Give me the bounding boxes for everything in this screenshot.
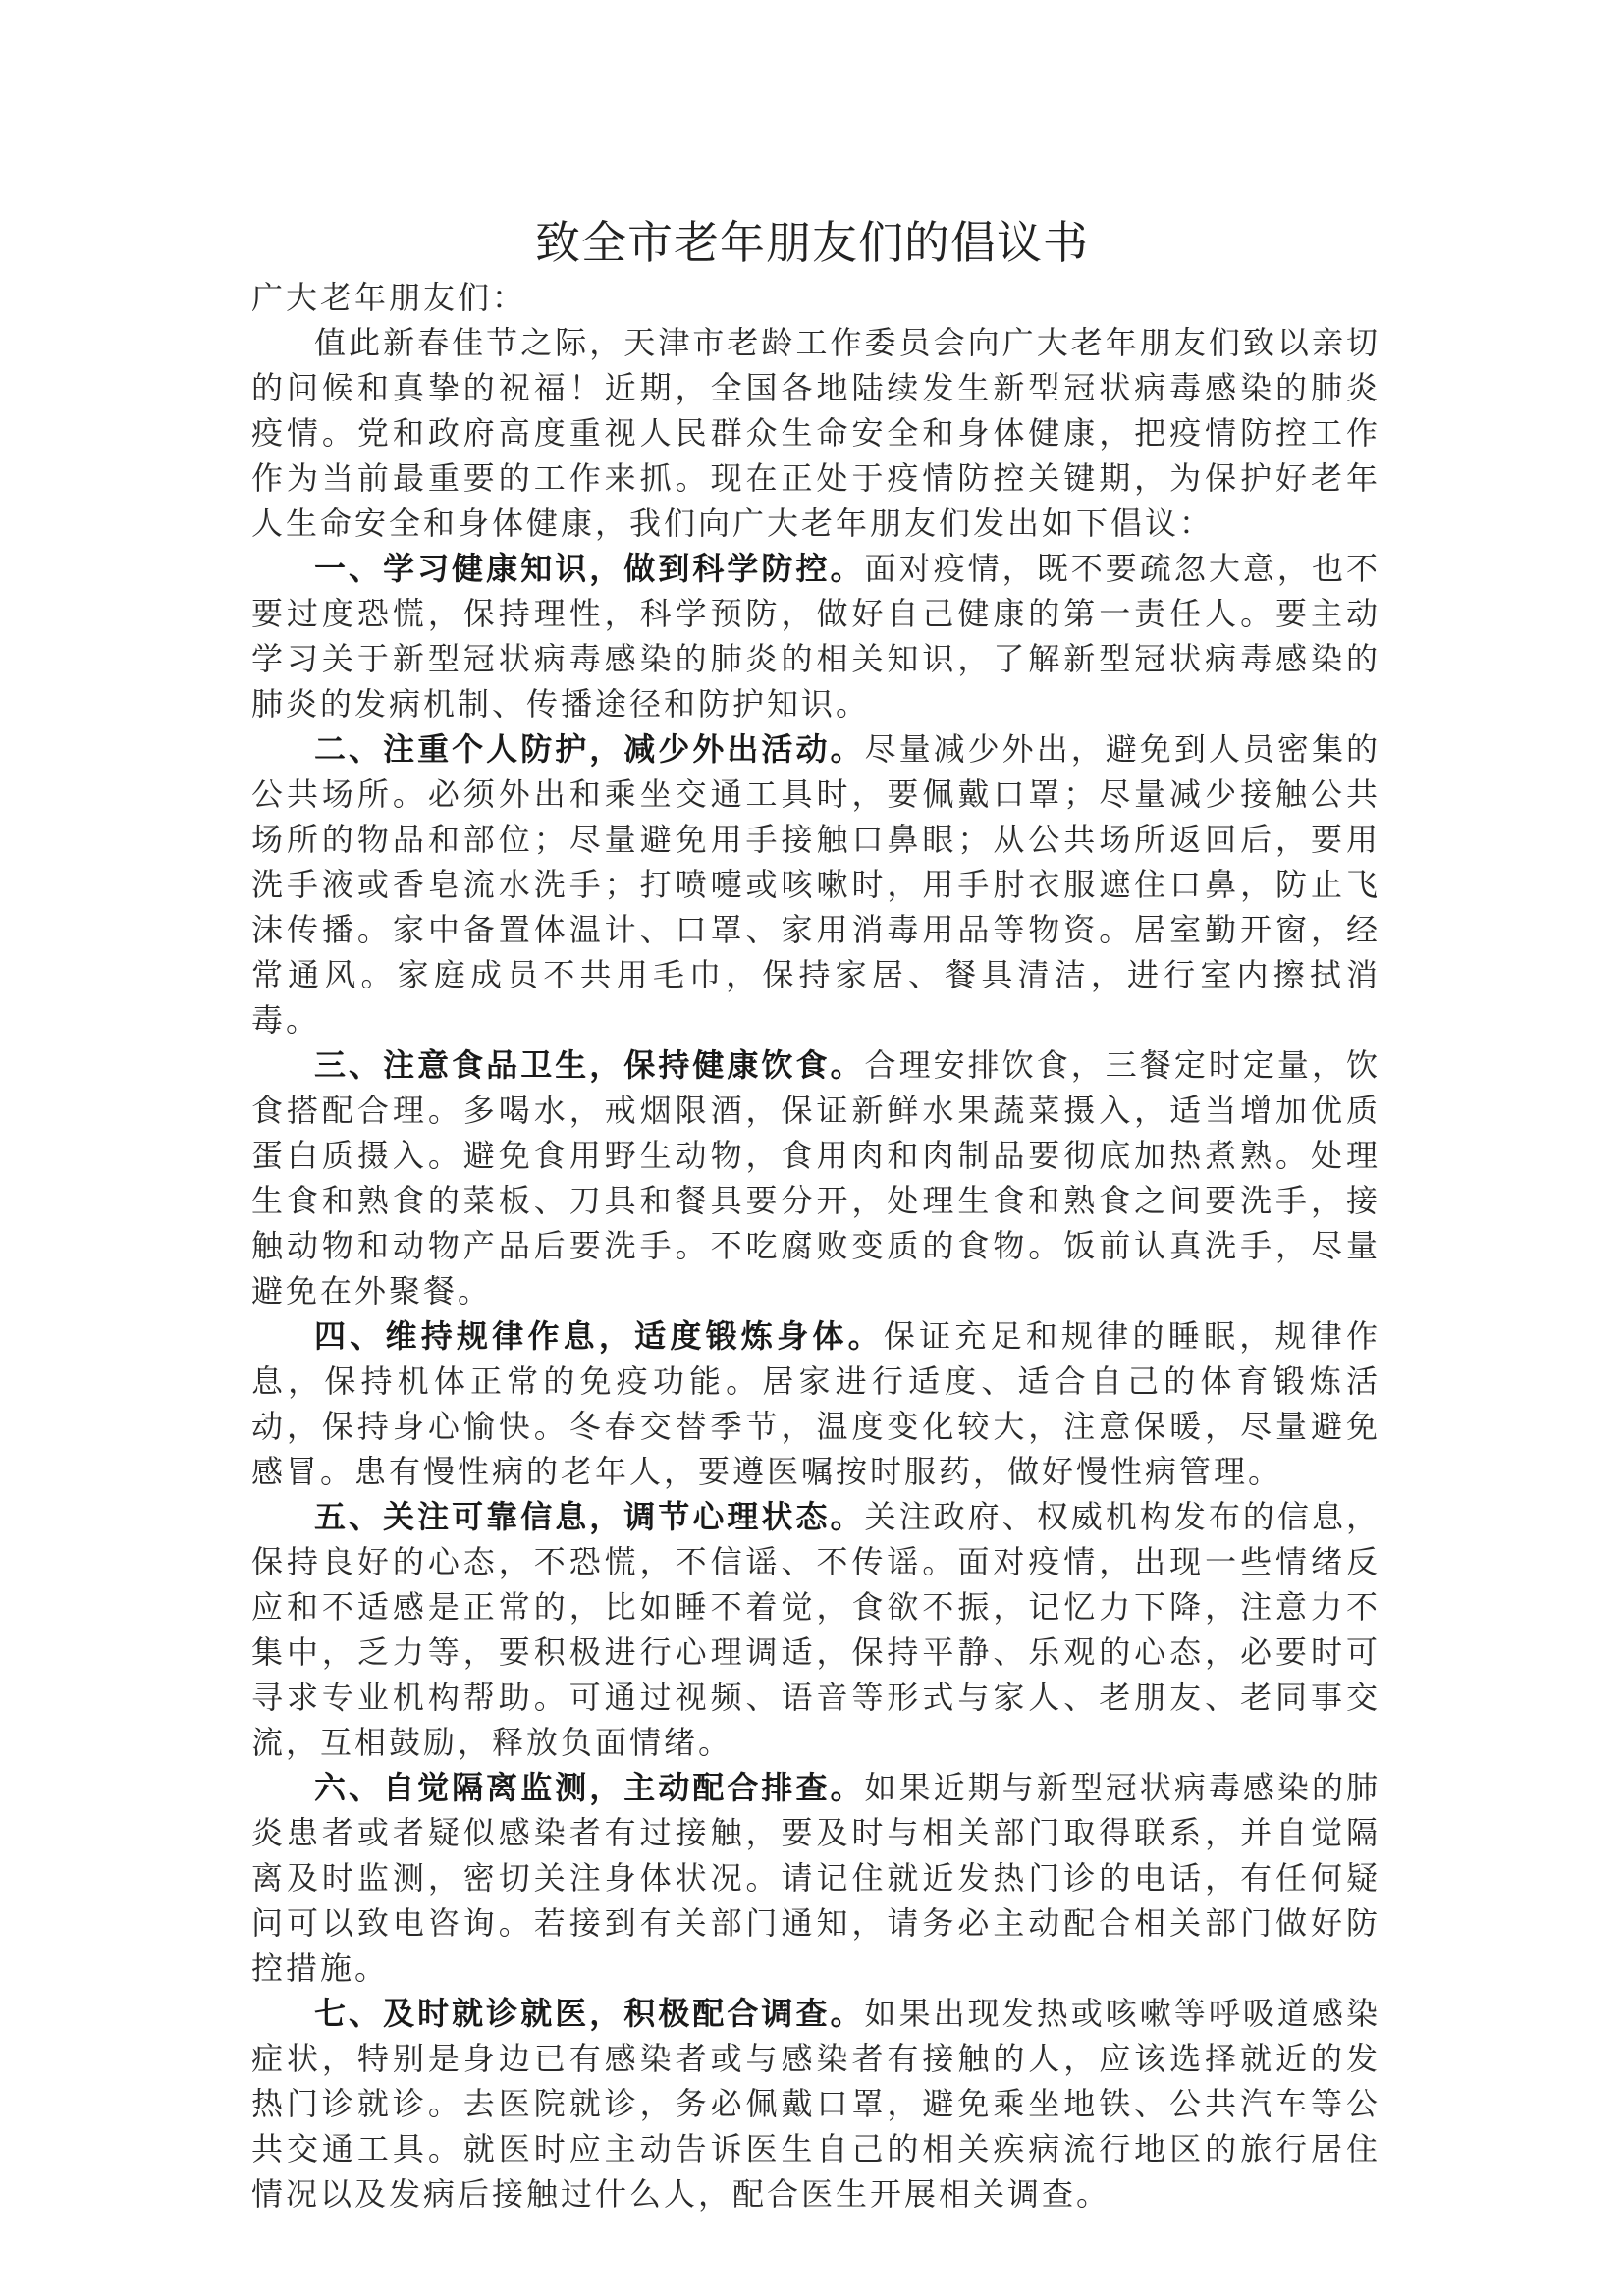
section-text: 关注政府、权威机构发布的信息，保持良好的心态，不恐慌，不信谣、不传谣。面对疫情，出现一些情绪反应和不适感是正常的，比如睡不着觉，食欲不振，记忆力下降，注意力不集中，乏力等，要积极进行心理调适，保持平静、乐观的心态，必要时可寻求专业机构帮助。可通过视频、语音等形式与家人、老朋友、老同事交流，互相鼓励，释放负面情绪。 <box>251 1498 1380 1761</box>
section-heading: 二、注重个人防护，减少外出活动。 <box>314 730 865 768</box>
section-text: 如果出现发热或咳嗽等呼吸道感染症状，特别是身边已有感染者或与感染者有接触的人，应该选择就近的发热门诊就诊。去医院就诊，务必佩戴口罩，避免乘坐地铁、公共汽车等公共交通工具。就医时应主动告诉医生自己的相关疾病流行地区的旅行居住情况以及发病后接触过什么人，配合医生开展相关调查。 <box>251 1995 1380 2213</box>
section-paragraph <box>251 1494 1380 1765</box>
section-paragraph <box>251 1991 1380 2216</box>
section-heading: 七、及时就诊就医，积极配合调查。 <box>314 1995 865 2032</box>
document-body <box>251 275 1380 2216</box>
intro-paragraph: 值此新春佳节之际，天津市老龄工作委员会向广大老年朋友们致以亲切的问候和真挚的祝福！近期，全国各地陆续发生新型冠状病毒感染的肺炎疫情。党和政府高度重视人民群众生命安全和身体健康，把疫情防控工作作为当前最重要的工作来抓。现在正处于疫情防控关键期，为保护好老年人生命安全和身体健康，我们向广大老年朋友们发出如下倡议： <box>251 324 1380 542</box>
section-heading: 四、维持规律作息，适度锻炼身体。 <box>314 1317 884 1355</box>
section-text: 尽量减少外出，避免到人员密集的公共场所。必须外出和乘坐交通工具时，要佩戴口罩；尽量减少接触公共场所的物品和部位；尽量避免用手接触口鼻眼；从公共场所返回后，要用洗手液或香皂流水洗手；打喷嚏或咳嗽时，用手肘衣服遮住口鼻，防止飞沫传播。家中备置体温计、口罩、家用消毒用品等物资。居室勤开窗，经常通风。家庭成员不共用毛巾，保持家居、餐具清洁，进行室内擦拭消毒。 <box>251 730 1380 1039</box>
section-heading: 五、关注可靠信息，调节心理状态。 <box>314 1498 865 1535</box>
section-paragraph <box>251 546 1380 726</box>
section-heading: 三、注意食品卫生，保持健康饮食。 <box>314 1046 865 1084</box>
section-text: 保证充足和规律的睡眠，规律作息，保持机体正常的免疫功能。居家进行适度、适合自己的体育锻炼活动，保持身心愉快。冬春交替季节，温度变化较大，注意保暖，尽量避免感冒。患有慢性病的老年人，要遵医嘱按时服药，做好慢性病管理。 <box>251 1317 1380 1490</box>
salutation: 广大老年朋友们： <box>251 279 527 316</box>
section-paragraph <box>251 1042 1380 1313</box>
section-paragraph <box>251 1313 1380 1494</box>
section-heading: 六、自觉隔离监测，主动配合排查。 <box>314 1769 865 1806</box>
section-text: 合理安排饮食，三餐定时定量，饮食搭配合理。多喝水，戒烟限酒，保证新鲜水果蔬菜摄入，适当增加优质蛋白质摄入。避免食用野生动物，食用肉和肉制品要彻底加热煮熟。处理生食和熟食的菜板、刀具和餐具要分开，处理生食和熟食之间要洗手，接触动物和动物产品后要洗手。不吃腐败变质的食物。饭前认真洗手，尽量避免在外聚餐。 <box>251 1046 1380 1309</box>
section-text: 如果近期与新型冠状病毒感染的肺炎患者或者疑似感染者有过接触，要及时与相关部门取得联系，并自觉隔离及时监测，密切关注身体状况。请记住就近发热门诊的电话，有任何疑问可以致电咨询。若接到有关部门通知，请务必主动配合相关部门做好防控措施。 <box>251 1769 1380 1987</box>
section-heading: 一、学习健康知识，做到科学防控。 <box>314 550 865 587</box>
document-title: 致全市老年朋友们的倡议书 <box>535 216 1089 269</box>
section-paragraph <box>251 726 1380 1042</box>
section-paragraph <box>251 1765 1380 1991</box>
section-text: 面对疫情，既不要疏忽大意，也不要过度恐慌，保持理性，科学预防，做好自己健康的第一责任人。要主动学习关于新型冠状病毒感染的肺炎的相关知识，了解新型冠状病毒感染的肺炎的发病机制、传播途径和防护知识。 <box>251 550 1380 722</box>
